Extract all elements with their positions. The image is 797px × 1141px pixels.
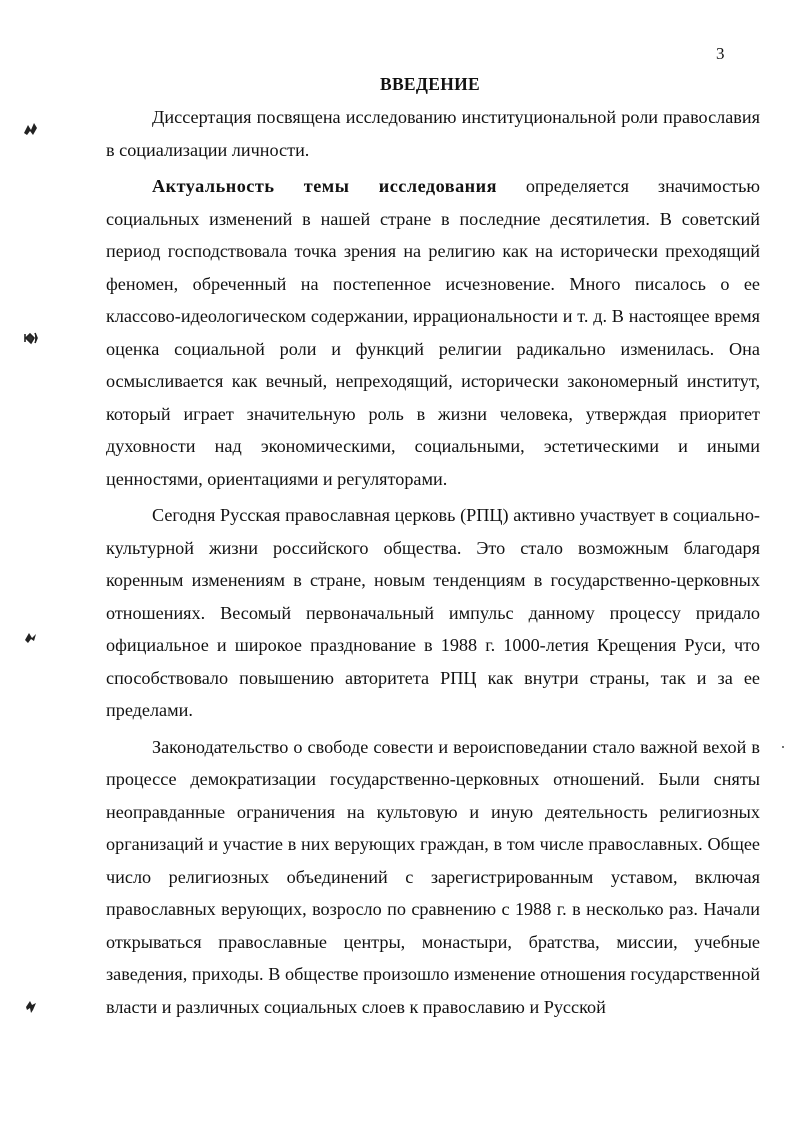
section-heading: ВВЕДЕНИЕ xyxy=(379,74,481,94)
binding-hole-mark-icon xyxy=(22,630,40,646)
paragraph-2-text: определяется значимостью социальных изменений в нашей стране в последние десятилетия. В советский период господствовала точка зрения на религию как на исторически преходящий феномен, обреченный на постепенное исчезновение. Много писалось о ее классово-идеологическом содержании, иррациональности и т. д. В настоящее время оценка социальной роли и функций религии радикально изменилась. Она осмысливается как вечный, непреходящий, исторически закономерный институт, который играет значительную роль в жизни человека, утверждая приоритет духовности над экономическими, социальными, эстетическими и иными ценностями, ориентациями и регуляторами. xyxy=(106,176,760,489)
body-text xyxy=(106,101,760,1023)
scan-speck xyxy=(782,746,784,748)
paragraph-3 xyxy=(106,499,760,727)
binding-hole-mark-icon xyxy=(22,998,40,1014)
page-number: 3 xyxy=(716,44,725,63)
binding-hole-mark-icon xyxy=(22,121,40,137)
paragraph-1 xyxy=(106,101,760,166)
binding-hole-mark-icon xyxy=(22,330,40,346)
paragraph-3-text: Сегодня Русская православная церковь (РПЦ) активно участвует в социально-культурной жизни российского общества. Это стало возможным благодаря коренным изменениям в стране, новым тенденциям в государственно-церковных отношениях. Весомый первоначальный импульс данному процессу придало официальное и широкое празднование в 1988 г. 1000-летия Крещения Руси, что способствовало повышению авторитета РПЦ как внутри страны, так и за ее пределами. xyxy=(106,505,760,720)
paragraph-2-lead: Актуальность темы исследования xyxy=(152,176,497,196)
paragraph-2 xyxy=(106,170,760,495)
paragraph-4 xyxy=(106,731,760,1024)
paragraph-4-text: Законодательство о свободе совести и вероисповедании стало важной вехой в процессе демократизации государственно-церковных отношений. Были сняты неоправданные ограничения на культовую и иную деятельность религиозных организаций и участие в них верующих граждан, в том числе православных. Общее число религиозных объединений с зарегистрированным уставом, включая православных верующих, возросло по сравнению с 1988 г. в несколько раз. Начали открываться православные центры, монастыри, братства, миссии, учебные заведения, приходы. В обществе произошло изменение отношения государственной власти и различных социальных слоев к православию и Русской xyxy=(106,736,760,1017)
paragraph-1-text: Диссертация посвящена исследованию институциональной роли православия в социализации личности. xyxy=(106,107,760,160)
